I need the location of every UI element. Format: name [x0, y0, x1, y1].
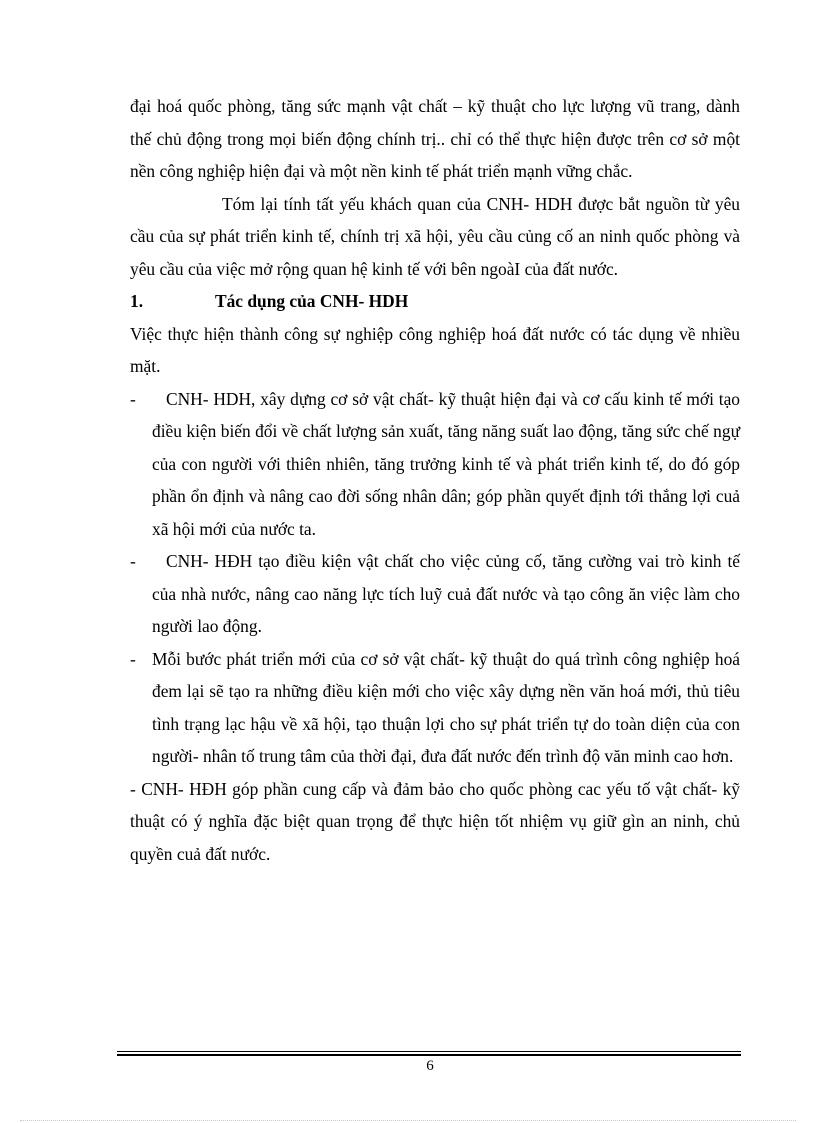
- bullet-item-3: [130, 643, 740, 773]
- bullet-marker: -: [130, 388, 136, 409]
- bullet-marker: -: [130, 778, 136, 799]
- bullet-item-1: [130, 383, 740, 546]
- section-heading: [130, 285, 740, 318]
- paragraph-continuation: đại hoá quốc phòng, tăng sức mạnh vật chất – kỹ thuật cho lực lượng vũ trang, dành thế chủ động trong mọi biến động chính trị.. chỉ có thể thực hiện được trên cơ sở một nền công nghiệp hiện đại và một nền kinh tế phát triển mạnh vững chắc.: [130, 96, 740, 181]
- footer-rule-thick: [117, 1054, 741, 1056]
- section-title: Tác dụng của CNH- HDH: [215, 291, 409, 311]
- bullet-text: CNH- HĐH tạo điều kiện vật chất cho việc củng cố, tăng cường vai trò kinh tế của nhà nước, nâng cao năng lực tích luỹ cuả đất nước và tạo công ăn việc làm cho người lao động.: [152, 551, 740, 636]
- bullet-text: Mỗi bước phát triển mới của cơ sở vật chất- kỹ thuật do quá trình công nghiệp hoá đem lại sẽ tạo ra những điều kiện mới cho việc xây dựng nền văn hoá mới, thủ tiêu tình trạng lạc hậu về xã hội, tạo thuận lợi cho sự phát triển tự do toàn diện của con người- nhân tố trung tâm của thời đại, đưa đất nước đến trình độ văn minh cao hơn.: [152, 648, 740, 766]
- bullet-text: CNH- HĐH góp phần cung cấp và đảm bảo cho quốc phòng cac yếu tố vật chất- kỹ thuật có ý nghĩa đặc biệt quan trọng để thực hiện tốt nhiệm vụ giữ gìn an ninh, chủ quyền cuả đất nước.: [130, 778, 740, 864]
- section-intro: Việc thực hiện thành công sự nghiệp công nghiệp hoá đất nước có tác dụng về nhiều mặt.: [130, 323, 740, 376]
- section-number: 1.: [130, 291, 144, 311]
- document-body: [130, 90, 740, 870]
- page-number: 6: [426, 1058, 434, 1074]
- paragraph-summary: Tóm lại tính tất yếu khách quan của CNH- HDH được bắt nguồn từ yêu cầu của sự phát triển kinh tế, chính trị xã hội, yêu cầu củng cố an ninh quốc phòng và yêu cầu của việc mở rộng quan hệ kinh tế với bên ngoàI của đất nước.: [130, 193, 740, 279]
- bullet-item-2: [130, 545, 740, 643]
- bullet-item-4: [130, 773, 740, 871]
- footer-rule-thin: [117, 1051, 741, 1052]
- bullet-marker: -: [130, 551, 136, 571]
- bullet-marker: -: [130, 648, 136, 669]
- bullet-text: CNH- HDH, xây dựng cơ sở vật chất- kỹ thuật hiện đại và cơ cấu kinh tế mới tạo điều kiện biến đổi về chất lượng sản xuất, tăng năng suất lao động, tăng sức chế ngự của con người với thiên nhiên, tăng trưởng kinh tế và phát triển kinh tế, do đó góp phần ổn định và nâng cao đời sống nhân dân; góp phần quyết định tới thắng lợi cuả xã hội mới của nước ta.: [152, 388, 740, 539]
- page-edge-divider: [20, 1120, 796, 1121]
